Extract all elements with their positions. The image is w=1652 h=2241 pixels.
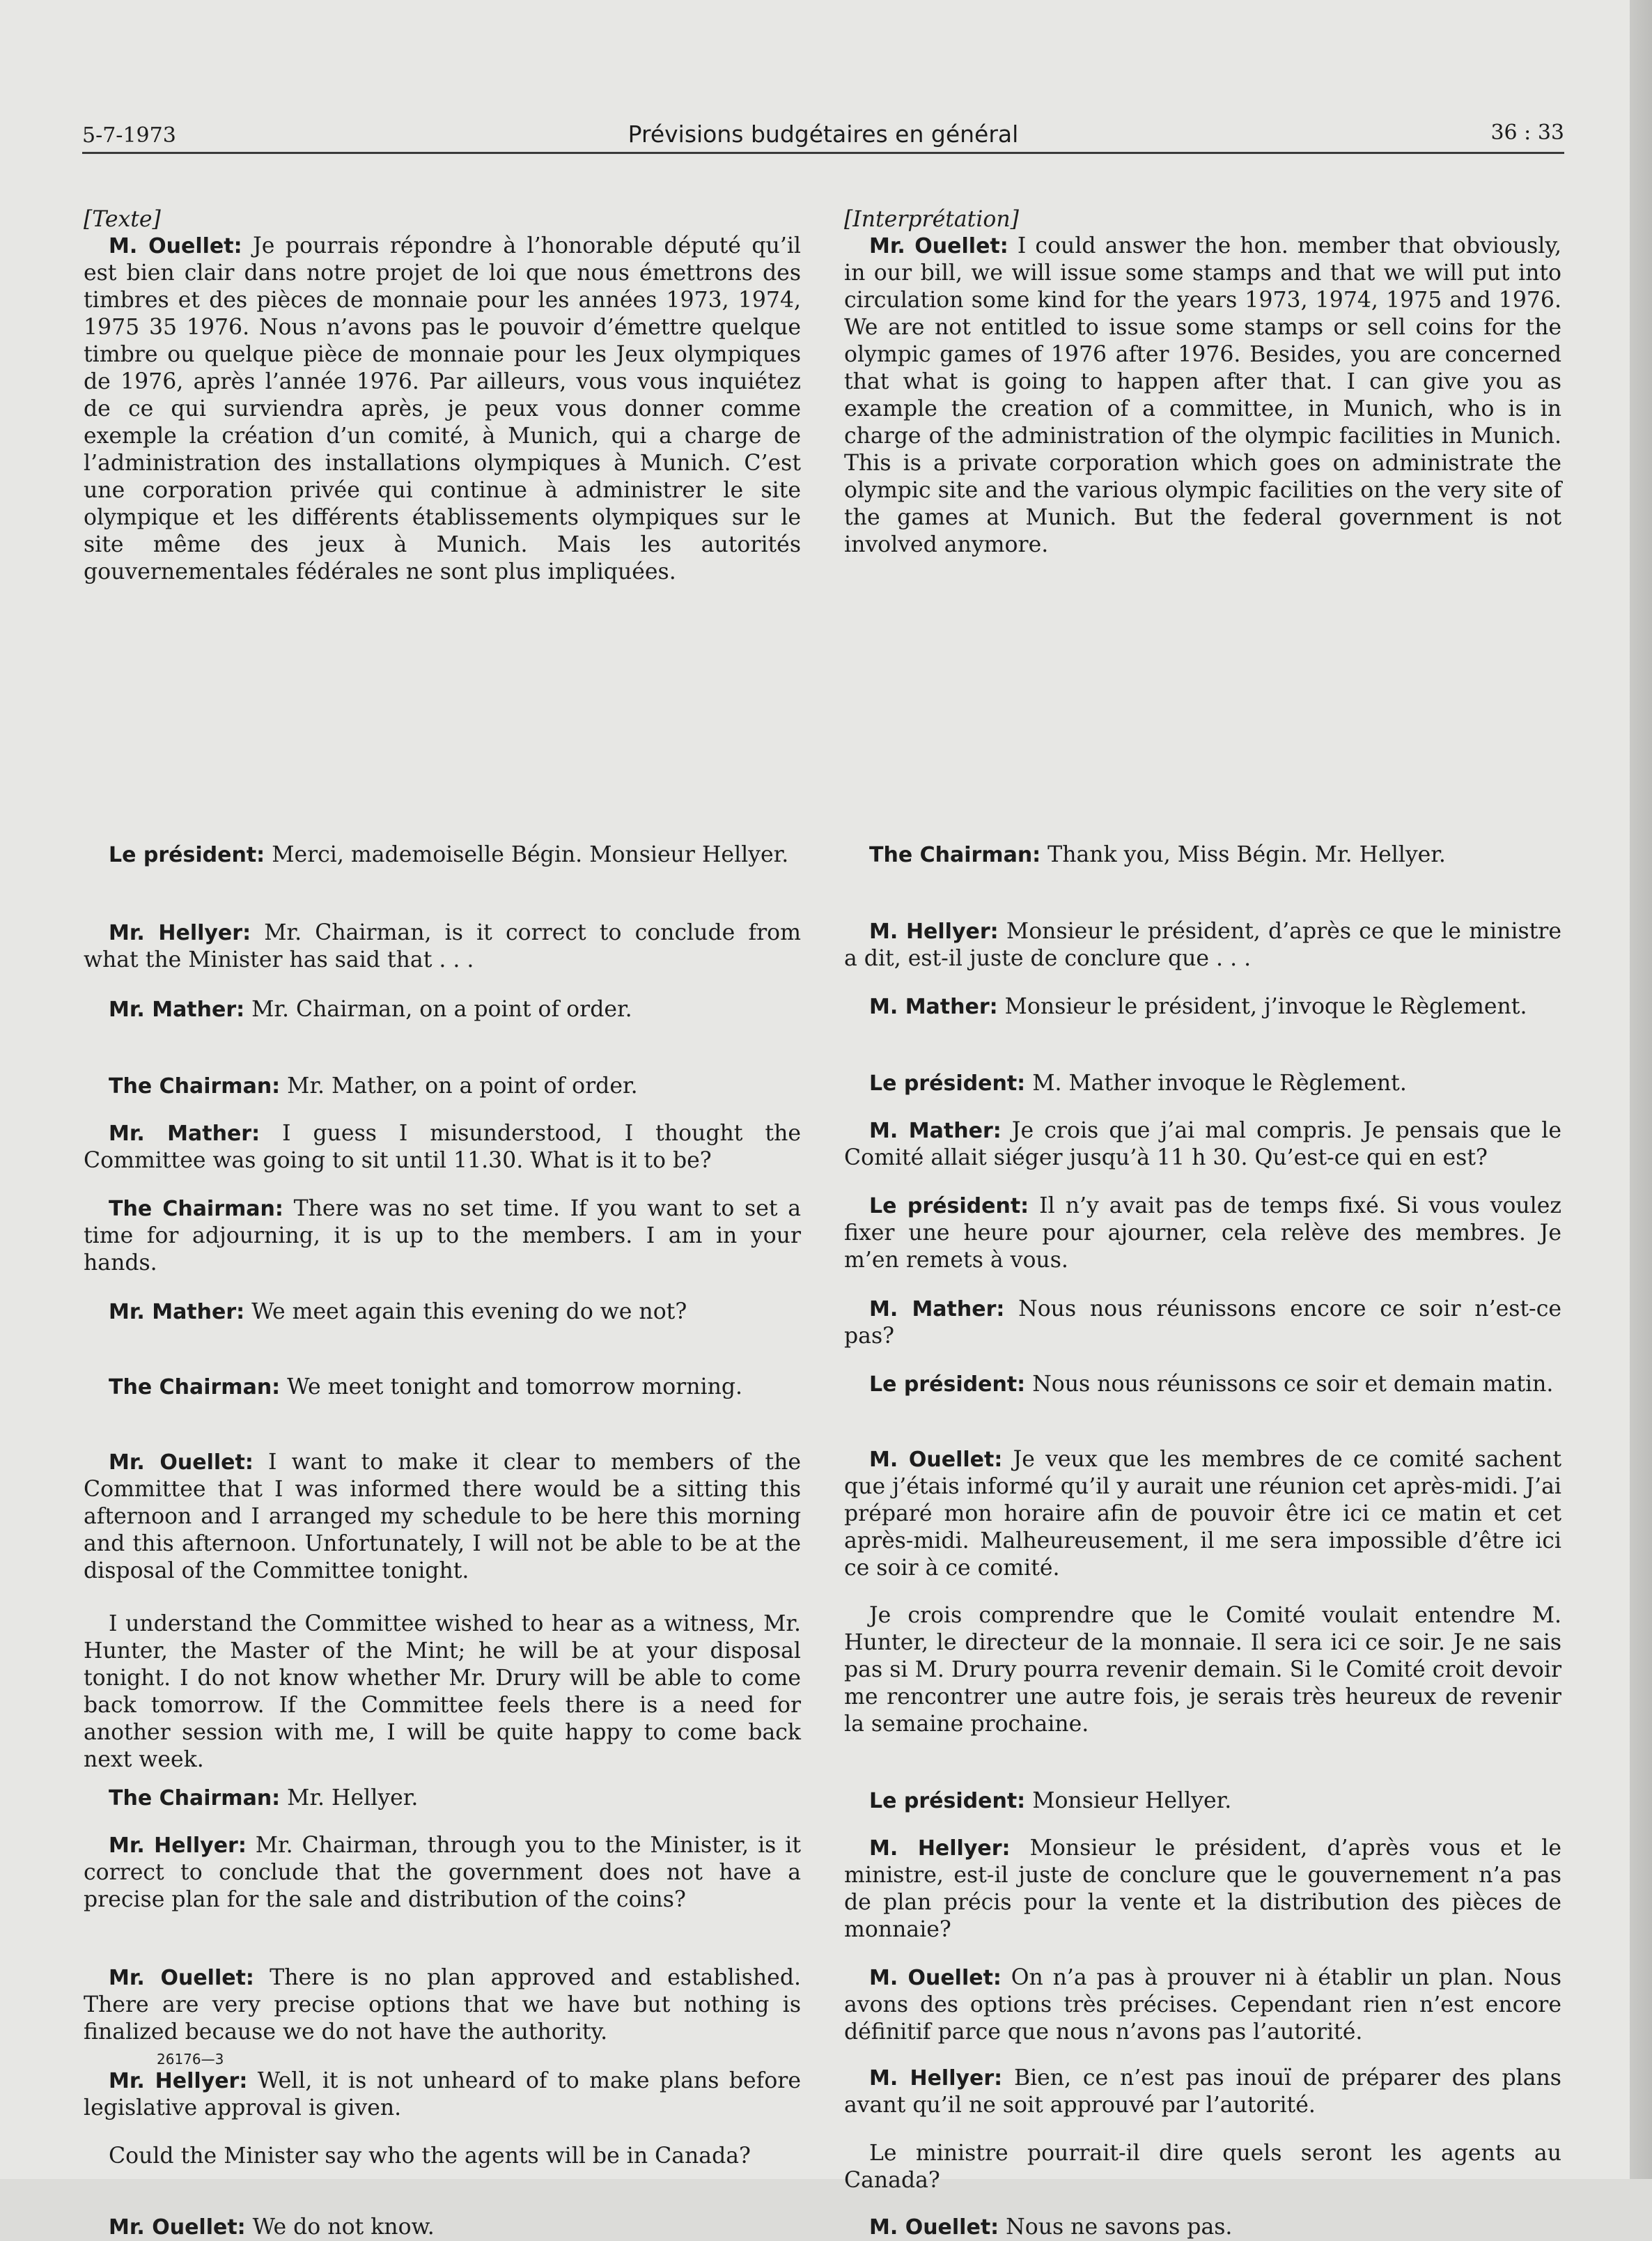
right-paragraph xyxy=(844,1835,1561,1944)
speech-text: Bien, ce n’est pas inouï de préparer des plans avant qu’il ne soit approuvé par l’autorité. xyxy=(844,2065,1561,2118)
header-page-number: 36 : 33 xyxy=(1490,121,1564,145)
speech-text: M. Mather invoque le Règlement. xyxy=(1025,1071,1407,1096)
left-paragraph xyxy=(84,1374,801,1401)
speaker-name: M. Ouellet: xyxy=(109,234,242,258)
right-paragraph xyxy=(844,1446,1561,1582)
speaker-name: Mr. Hellyer: xyxy=(109,1833,247,1858)
right-paragraph xyxy=(844,918,1561,972)
print-code-footnote: 26176—3 xyxy=(157,2051,224,2068)
left-paragraph xyxy=(84,1195,801,1277)
left-paragraph xyxy=(84,1449,801,1585)
speaker-name: Mr. Ouellet: xyxy=(869,234,1008,258)
speech-text: Nous ne savons pas. xyxy=(999,2215,1233,2240)
speech-text: Mr. Chairman, through you to the Minister, is it correct to conclude that the government does not have a precise plan for the sale and distribution of the coins? xyxy=(84,1833,801,1912)
speaker-name: M. Ouellet: xyxy=(869,1966,1002,1990)
speech-text: Monsieur le président, d’après ce que le ministre a dit, est-il juste de conclure que . . . xyxy=(844,919,1561,971)
right-paragraph xyxy=(844,2214,1561,2241)
speech-text: Monsieur Hellyer. xyxy=(1025,1788,1232,1813)
left-paragraph xyxy=(84,2214,801,2241)
header-title: Prévisions budgétaires en général xyxy=(628,121,1019,148)
left-paragraph xyxy=(84,920,801,974)
left-language-tag: [Texte] xyxy=(84,207,161,232)
left-paragraph xyxy=(84,1785,801,1812)
right-paragraph: Je crois comprendre que le Comité voulait entendre M. Hunter, le directeur de la monnaie. Il sera ici ce soir. Je ne sais pas si M. Drury pourra revenir demain. Si le Comité croit devoir me rencontrer une autre fois, je serais très heureux de revenir la semaine prochaine. xyxy=(844,1603,1561,1737)
speaker-name: Le président: xyxy=(869,1789,1026,1813)
left-paragraph xyxy=(84,2068,801,2122)
speech-text: We meet again this evening do we not? xyxy=(244,1299,687,1324)
speaker-name: M. Mather: xyxy=(869,995,998,1019)
right-paragraph xyxy=(844,1070,1561,1097)
speaker-name: Mr. Hellyer: xyxy=(109,921,251,945)
speech-text: Mr. Hellyer. xyxy=(280,1785,419,1810)
right-paragraph: Le ministre pourrait-il dire quels seront les agents au Canada? xyxy=(844,2141,1561,2193)
right-paragraph xyxy=(844,1371,1561,1398)
right-paragraph xyxy=(844,1193,1561,1274)
speaker-name: M. Mather: xyxy=(869,1119,1002,1143)
speaker-name: Mr. Ouellet: xyxy=(109,1450,254,1475)
speaker-name: Le président: xyxy=(869,1071,1026,1096)
speaker-name: The Chairman: xyxy=(869,843,1041,867)
speech-text: Mr. Chairman, on a point of order. xyxy=(244,997,632,1022)
speaker-name: M. Hellyer: xyxy=(869,1836,1011,1861)
speech-text: There was no set time. If you want to set a time for adjourning, it is up to the members. I am in your hands. xyxy=(84,1196,801,1275)
right-paragraph xyxy=(844,1296,1561,1350)
right-paragraph xyxy=(844,1964,1561,2046)
right-language-tag: [Interprétation] xyxy=(844,207,1019,232)
speech-text: There is no plan approved and established. There are very precise options that we have but nothing is finalized because we do not have the authority. xyxy=(84,1965,801,2045)
right-paragraph xyxy=(844,233,1561,559)
speaker-name: Mr. Mather: xyxy=(109,1300,245,1324)
speech-text: Merci, mademoiselle Bégin. Monsieur Hellyer. xyxy=(265,842,789,867)
speaker-name: Mr. Mather: xyxy=(109,1122,260,1146)
speech-text: Je crois que j’ai mal compris. Je pensais que le Comité allait siéger jusqu’à 11 h 30. Qu’est-ce qui en est? xyxy=(844,1118,1561,1170)
speech-text: Monsieur le président, j’invoque le Règlement. xyxy=(997,994,1527,1019)
speaker-name: Mr. Ouellet: xyxy=(109,1966,254,1990)
speaker-name: M. Ouellet: xyxy=(869,2215,999,2240)
speech-text: On n’a pas à prouver ni à établir un plan. Nous avons des options très précises. Cependant rien n’est encore définitif parce que nous n’avons pas l’autorité. xyxy=(844,1965,1561,2045)
speech-text: I want to make it clear to members of the Committee that I was informed there would be a sitting this afternoon and I arranged my schedule to be here this morning and this afternoon. Unfortunately, I will not be able to be at the disposal of the Committee tonight. xyxy=(84,1450,801,1583)
speaker-name: The Chairman: xyxy=(109,1786,281,1810)
left-paragraph: Could the Minister say who the agents will be in Canada? xyxy=(109,2143,751,2169)
right-paragraph xyxy=(844,1117,1561,1172)
speaker-name: The Chairman: xyxy=(109,1074,281,1099)
right-paragraph xyxy=(844,2065,1561,2119)
page-edge xyxy=(1630,0,1652,2179)
speaker-name: M. Ouellet: xyxy=(869,1448,1003,1472)
speech-text: Well, it is not unheard of to make plans before legislative approval is given. xyxy=(84,2068,801,2120)
right-paragraph xyxy=(844,993,1561,1021)
left-paragraph xyxy=(84,233,801,586)
speaker-name: Le président: xyxy=(869,1372,1026,1397)
speaker-name: The Chairman: xyxy=(109,1197,283,1221)
left-paragraph xyxy=(84,1120,801,1174)
speech-text: Monsieur le président, d’après vous et le ministre, est-il juste de conclure que le gouvernement n’a pas de plan précis pour la vente et la distribution des pièces de monnaie? xyxy=(844,1836,1561,1942)
speech-text: Je veux que les membres de ce comité sachent que j’étais informé qu’il y aurait une réunion cet après-midi. J’ai préparé mon horaire afin de pouvoir être ici ce matin et cet après-midi. Malheureusement, il me sera impossible d’être ici ce soir à ce comité. xyxy=(844,1447,1561,1581)
speaker-name: M. Hellyer: xyxy=(869,920,999,944)
speech-text: I guess I misunderstood, I thought the Committee was going to sit until 11.30. What is it to be? xyxy=(84,1121,801,1173)
header-date: 5-7-1973 xyxy=(82,123,176,148)
speech-text: Nous nous réunissons ce soir et demain matin. xyxy=(1025,1372,1554,1397)
left-paragraph xyxy=(84,1298,801,1326)
speech-text: Mr. Mather, on a point of order. xyxy=(280,1073,638,1099)
left-paragraph xyxy=(84,1832,801,1914)
right-paragraph xyxy=(844,1788,1561,1815)
speech-text: We do not know. xyxy=(245,2215,435,2240)
speaker-name: Mr. Ouellet: xyxy=(109,2215,246,2240)
speech-text: Mr. Chairman, is it correct to conclude from what the Minister has said that . . . xyxy=(84,920,801,972)
speaker-name: The Chairman: xyxy=(109,1375,281,1399)
speech-text: We meet tonight and tomorrow morning. xyxy=(280,1374,743,1399)
left-paragraph xyxy=(84,996,801,1023)
speaker-name: Le président: xyxy=(109,843,265,867)
speech-text: Je pourrais répondre à l’honorable député qu’il est bien clair dans notre projet de loi que nous émettrons des timbres et des pièces de monnaie pour les années 1973, 1974, 1975 35 1976. Nous n’avons pas le pouvoir d’émettre quelque timbre ou quelque pièce de monnaie pour les Jeux olympiques de 1976, après l’année 1976. Par ailleurs, vous vous inquiétez de ce qui surviendra après, je peux vous donner comme exemple la création d’un comité, à Munich, qui a charge de l’administration des installations olympiques à Munich. C’est une corporation privée qui continue à administrer le site olympique et les différents établissements olympiques sur le site même des jeux à Munich. Mais les autorités gouvernementales fédérales ne sont plus impliquées. xyxy=(84,233,802,584)
speaker-name: Mr. Mather: xyxy=(109,998,245,1022)
right-paragraph xyxy=(844,842,1561,869)
left-paragraph: I understand the Committee wished to hear as a witness, Mr. Hunter, the Master of the Mint; he will be at your disposal tonight. I do not know whether Mr. Drury will be able to come back tomorrow. If the Committee feels there is a need for another session with me, I will be quite happy to come back next week. xyxy=(84,1611,801,1772)
speech-text: Thank you, Miss Bégin. Mr. Hellyer. xyxy=(1041,842,1446,867)
speech-text: Il n’y avait pas de temps fixé. Si vous voulez fixer une heure pour ajourner, cela relève des membres. Je m’en remets à vous. xyxy=(844,1193,1561,1273)
left-paragraph xyxy=(84,1073,801,1100)
speaker-name: Le président: xyxy=(869,1194,1029,1218)
speech-text: Nous nous réunissons encore ce soir n’est-ce pas? xyxy=(844,1296,1561,1349)
speaker-name: Mr. Hellyer: xyxy=(109,2069,248,2093)
left-paragraph xyxy=(84,842,801,869)
speaker-name: M. Hellyer: xyxy=(869,2066,1003,2091)
page-header xyxy=(82,117,1564,154)
left-paragraph xyxy=(84,1964,801,2046)
speaker-name: M. Mather: xyxy=(869,1297,1005,1321)
speech-text: I could answer the hon. member that obviously, in our bill, we will issue some stamps and that we will put into circulation some kind for the years 1973, 1974, 1975 and 1976. We are not entitled to issue some stamps or sell coins for the olympic games of 1976 after 1976. Besides, you are concerned that what is going to happen after that. I can give you as example the creation of a committee, in Munich, who is in charge of the administration of the olympic facilities in Munich. This is a private corporation which goes on administrate the olympic site and the various olympic facilities on the very site of the games at Munich. But the federal government is not involved anymore. xyxy=(844,233,1561,557)
